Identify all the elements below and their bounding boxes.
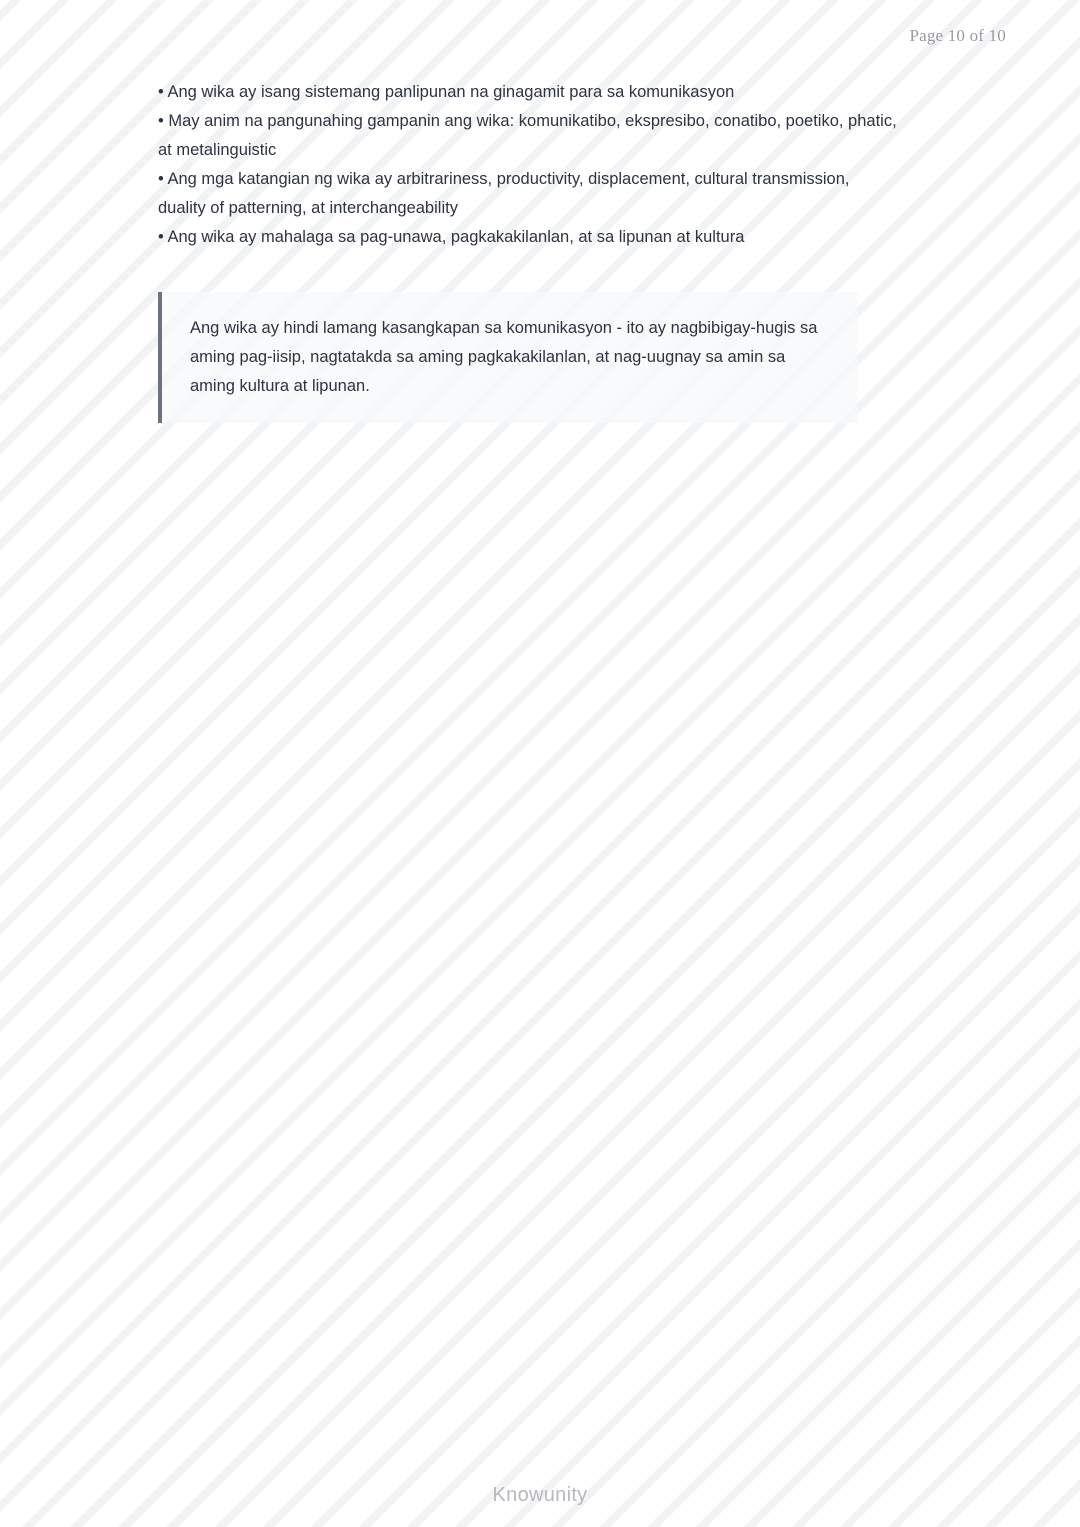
list-item: • Ang wika ay isang sistemang panlipunan na ginagamit para sa komunikasyon [158, 78, 898, 107]
list-item: • May anim na pangunahing gampanin ang wika: komunikatibo, ekspresibo, conatibo, poetiko, phatic, at metalinguistic [158, 107, 898, 165]
document-content [158, 78, 898, 423]
footer-brand-label: Knowunity [492, 1484, 588, 1506]
page-number-label: Page 10 of 10 [909, 26, 1006, 45]
list-item: • Ang mga katangian ng wika ay arbitrariness, productivity, displacement, cultural transmission, duality of patterning, at interchangeability [158, 165, 898, 223]
list-item: • Ang wika ay mahalaga sa pag-unawa, pagkakakilanlan, at sa lipunan at kultura [158, 223, 898, 252]
summary-bullet-list [158, 78, 898, 252]
quote-block [158, 292, 858, 423]
quote-text: Ang wika ay hindi lamang kasangkapan sa komunikasyon - ito ay nagbibigay-hugis sa aming pag-iisip, nagtatakda sa aming pagkakakilanlan, at nag-uugnay sa amin sa aming kultura at lipunan. [190, 319, 818, 395]
